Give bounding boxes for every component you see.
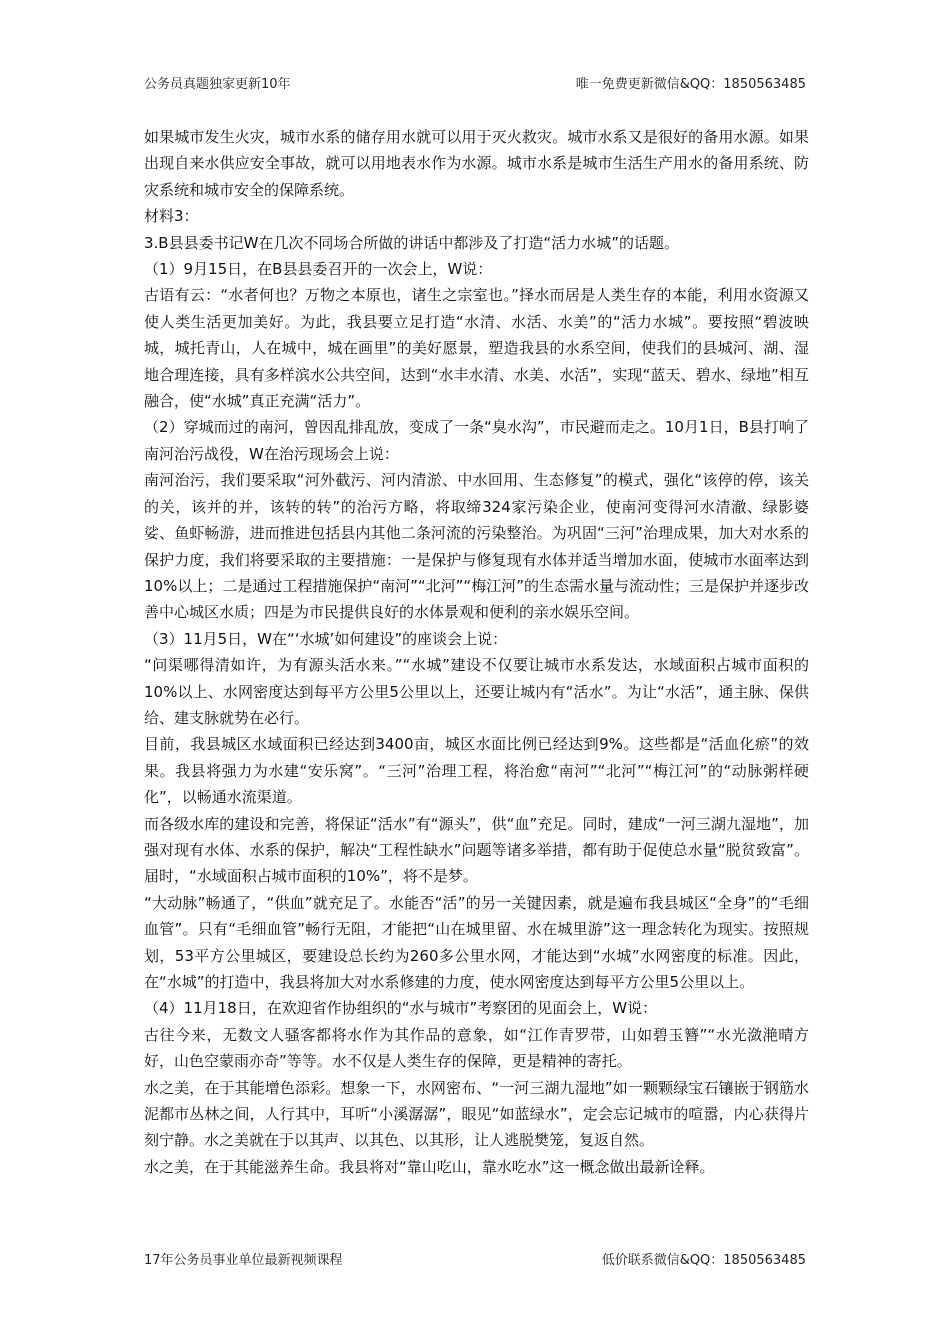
- header-right-text: 唯一免费更新微信&QQ：1850563485: [575, 77, 806, 92]
- footer-left-text: 17年公务员事业单位最新视频课程: [144, 1253, 343, 1268]
- paragraph: “大动脉”畅通了，“供血”就充足了。水能否“活”的另一关键因素，就是遍布我县城区“全身”的“毛细血管”。只有“毛细血管”畅行无阻，才能把“山在城里留、水在城里游”这一理念转化为现实。按照规划，53平方公里城区，要建设总长约为260多公里水网，才能达到“水城”水网密度的标准。因此，在“水城”的打造中，我县将加大对水系修建的力度，使水网密度达到每平方公里5公里以上。: [144, 893, 809, 991]
- paragraph: 南河治污，我们要采取“河外截污、河内清淤、中水回用、生态修复”的模式，强化“该停的停，该关的关，该并的并，该转的转”的治污方略，将取缔324家污染企业，使南河变得河水清澈、绿影婆娑、鱼虾畅游，进而推进包括县内其他二条河流的污染整治。为巩固“三河”治理成果，加大对水系的保护力度，我们将要采取的主要措施：一是保护与修复现有水体并适当增加水面，使城市水面率达到10%以上；二是通过工程措施保护“南河”“北河”“梅江河”的生态需水量与流动性；三是保护并逐步改善中心城区水质；四是为市民提供良好的水体景观和便利的亲水娱乐空间。: [144, 471, 809, 622]
- question-intro: 3.B县县委书记W在几次不同场合所做的讲话中都涉及了打造“活力水城”的话题。: [144, 233, 679, 252]
- paragraph: “问渠哪得清如许，为有源头活水来。”“水城”建设不仅要让城市水系发达，水域面积占城市面积的10%以上、水网密度达到每平方公里5公里以上，还要让城内有“活水”。为让“水活”，通主脉、保供给、建支脉就势在必行。: [144, 656, 809, 727]
- speech-intro-4: （4）11月18日，在欢迎省作协组织的“水与城市”考察团的见面会上，W说：: [144, 999, 658, 1018]
- paragraph: 如果城市发生火灾，城市水系的储存用水就可以用于灭火救灾。城市水系又是很好的备用水源。如果出现自来水供应安全事故，就可以用地表水作为水源。城市水系是城市生活生产用水的备用系统、防灾系统和城市安全的保障系统。: [144, 128, 809, 199]
- paragraph: 水之美，在于其能增色添彩。想象一下，水网密布、“一河三湖九湿地”如一颗颗绿宝石镶嵌于钢筋水泥都市丛林之间，人行其中，耳听“小溪潺潺”，眼见“如蓝绿水”，定会忘记城市的喧嚣，内心获得片刻宁静。水之美就在于以其声、以其色、以其形，让人逃脱樊笼，复返自然。: [144, 1078, 809, 1150]
- document-body: [144, 124, 809, 1180]
- header-left-text: 公务员真题独家更新10年: [144, 77, 291, 92]
- speech-intro-3: （3）11月5日，W在“‘水城’如何建设”的座谈会上说：: [144, 629, 508, 648]
- paragraph: 古语有云：“水者何也？万物之本原也，诸生之宗室也。”择水而居是人类生存的本能，利用水资源又使人类生活更加美好。为此，我县要立足打造“水清、水活、水美”的“活力水城”。要按照“碧波映城，城托青山，人在城中，城在画里”的美好愿景，塑造我县的水系空间，使我们的县城河、湖、湿地合理连接，具有多样滨水公共空间，达到“水丰水清、水美、水活”，实现“蓝天、碧水、绿地”相互融合，使“水城”真正充满“活力”。: [144, 286, 809, 411]
- paragraph: 古往今来，无数文人骚客都将水作为其作品的意象，如“江作青罗带，山如碧玉簪”“水光潋滟晴方好，山色空蒙雨亦奇”等等。水不仅是人类生存的保障，更是精神的寄托。: [144, 1025, 809, 1071]
- paragraph: 而各级水库的建设和完善，将保证“活水”有“源头”，供“血”充足。同时，建成“一河三湖九湿地”，加强对现有水体、水系的保护，解决“工程性缺水”问题等诸多举措，都有助于促使总水量“脱贫致富”。届时，“水域面积占城市面积的10%”，将不是梦。: [144, 814, 809, 886]
- paragraph: 目前，我县城区水域面积已经达到3400亩，城区水面比例已经达到9%。这些都是“活血化瘀”的效果。我县将强力为水建“安乐窝”。“三河”治理工程，将治愈“南河”“北河”“梅江河”的“动脉粥样硬化”，以畅通水流渠道。: [144, 735, 809, 807]
- speech-intro-1: （1）9月15日，在B县县委召开的一次会上，W说：: [144, 260, 493, 279]
- paragraph: 水之美，在于其能滋养生命。我县将对“靠山吃山，靠水吃水”这一概念做出最新诠释。: [144, 1157, 715, 1176]
- speech-intro-2: （2）穿城而过的南河，曾因乱排乱放，变成了一条“臭水沟”，市民避而走之。10月1日，B县打响了南河治污战役，W在治污现场会上说：: [144, 418, 809, 463]
- material-heading: 材料3：: [144, 207, 199, 226]
- footer-right-text: 低价联系微信&QQ：1850563485: [601, 1253, 806, 1268]
